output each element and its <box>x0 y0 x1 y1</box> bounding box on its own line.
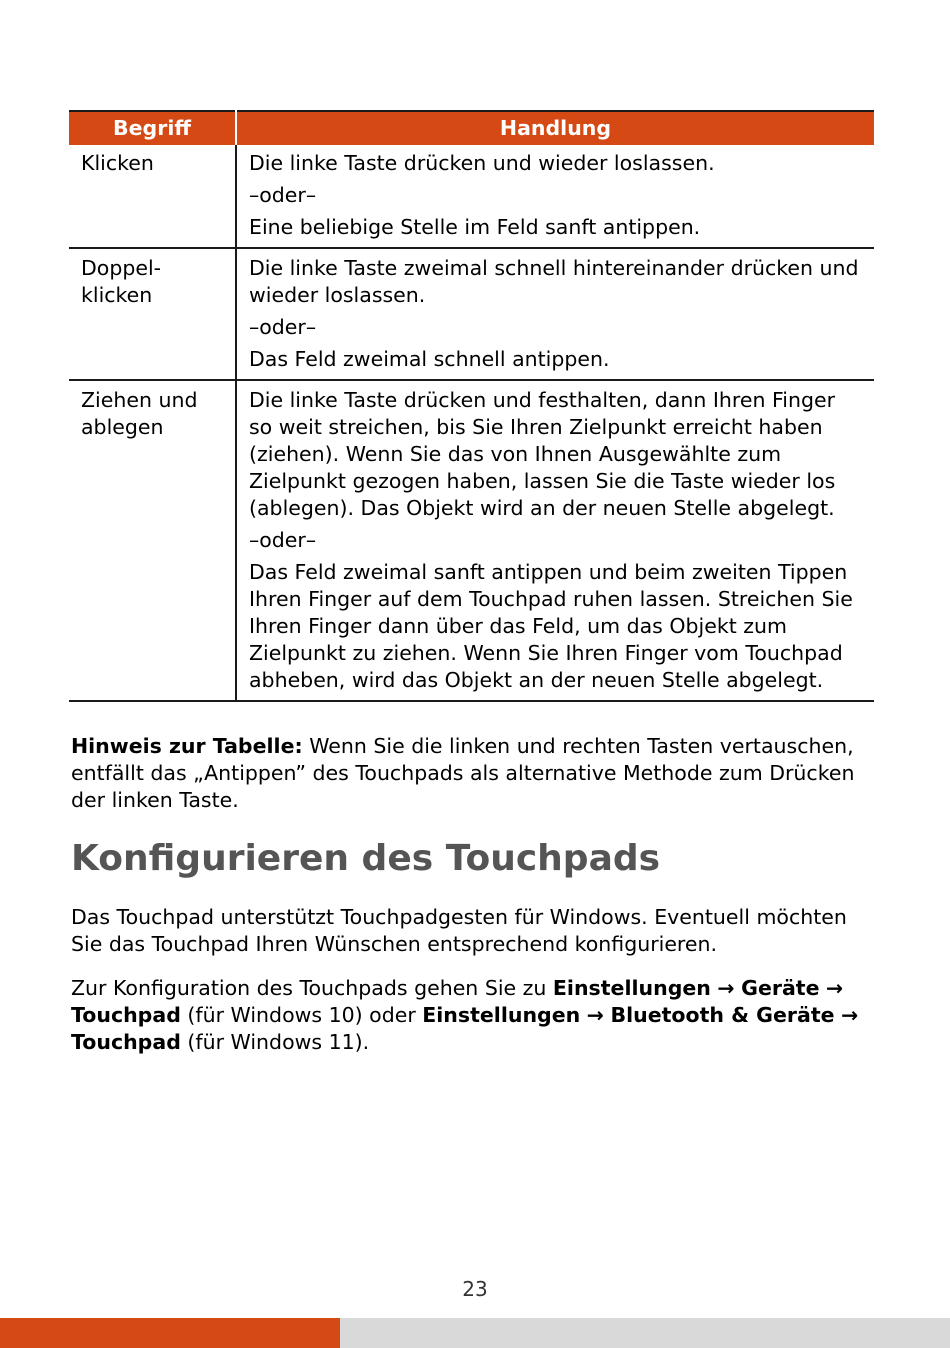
footer-accent-bar <box>0 1318 340 1348</box>
action-cell <box>236 145 874 248</box>
table-row <box>69 380 874 701</box>
note-text: Wenn Sie die linken und rechten Tasten vertauschen, entfällt das „Antippen” des Touchpads als alternative Methode zum Drücken der linken Taste. <box>71 734 855 812</box>
arrow-icon: → <box>841 1003 859 1027</box>
page-number: 23 <box>462 1277 488 1301</box>
table-header-row <box>69 111 874 145</box>
arrow-icon: → <box>586 1003 604 1027</box>
term-text: Doppel- <box>81 256 162 280</box>
footer-gray-bar <box>340 1318 950 1348</box>
column-header-action: Handlung <box>236 111 874 145</box>
menu-path-settings: Einstellungen <box>552 976 711 1000</box>
intro-paragraph: Das Touchpad unterstützt Touchpadgesten für Windows. Eventuell möchten Sie das Touchpad Ihren Wünschen entsprechend konfigurieren. <box>71 905 847 956</box>
table-row <box>69 248 874 380</box>
touchpad-actions-table <box>69 110 874 702</box>
term-cell <box>69 380 236 701</box>
column-header-term: Begriff <box>69 111 236 145</box>
term-text: Klicken <box>81 151 154 175</box>
arrow-icon: → <box>826 976 844 1000</box>
table-note <box>71 733 881 814</box>
action-text: Das Feld zweimal sanft antippen und beim zweiten Tippen Ihren Finger auf dem Touchpad ruhen lassen. Streichen Sie Ihren Finger dann über das Feld, um das Objekt zum Zielpunkt zu ziehen. Wenn Sie Ihren Finger vom Touchpad abheben, wird das Objekt an der neuen Stelle abgelegt. <box>249 560 853 692</box>
menu-path-bluetooth-devices: Bluetooth & Geräte <box>610 1003 835 1027</box>
term-cell <box>69 248 236 380</box>
term-text: Ziehen und <box>81 388 198 412</box>
table-row <box>69 145 874 248</box>
action-text: Das Feld zweimal schnell antippen. <box>249 347 610 371</box>
section-heading: Konfigurieren des Touchpads <box>71 838 661 879</box>
action-text: Die linke Taste drücken und festhalten, dann Ihren Finger so weit streichen, bis Sie Ihren Zielpunkt erreicht haben (ziehen). Wenn Sie das von Ihnen Ausgewählte zum Zielpunkt gezogen haben, lassen Sie die Taste wieder los (ablegen). Das Objekt wird an der neuen Stelle abgelegt. <box>249 388 836 520</box>
menu-path-settings: Einstellungen <box>422 1003 581 1027</box>
action-separator: –oder– <box>249 315 317 339</box>
paragraph-text: (für Windows 10) oder <box>180 1003 423 1027</box>
action-text: Die linke Taste zweimal schnell hintereinander drücken und wieder loslassen. <box>249 256 859 307</box>
arrow-icon: → <box>717 976 735 1000</box>
paragraph-text: Zur Konfiguration des Touchpads gehen Sie zu <box>71 976 553 1000</box>
configuration-paragraph <box>71 975 883 1056</box>
menu-path-touchpad: Touchpad <box>71 1003 181 1027</box>
paragraph-text: (für Windows 11). <box>180 1030 370 1054</box>
action-cell <box>236 380 874 701</box>
action-text: Die linke Taste drücken und wieder loslassen. <box>249 151 715 175</box>
menu-path-devices: Geräte <box>741 976 820 1000</box>
action-cell <box>236 248 874 380</box>
term-text: ablegen <box>81 415 164 439</box>
action-separator: –oder– <box>249 528 317 552</box>
term-cell <box>69 145 236 248</box>
action-separator: –oder– <box>249 183 317 207</box>
action-text: Eine beliebige Stelle im Feld sanft antippen. <box>249 215 701 239</box>
menu-path-touchpad: Touchpad <box>71 1030 181 1054</box>
term-text: klicken <box>81 283 153 307</box>
note-label: Hinweis zur Tabelle: <box>71 734 303 758</box>
